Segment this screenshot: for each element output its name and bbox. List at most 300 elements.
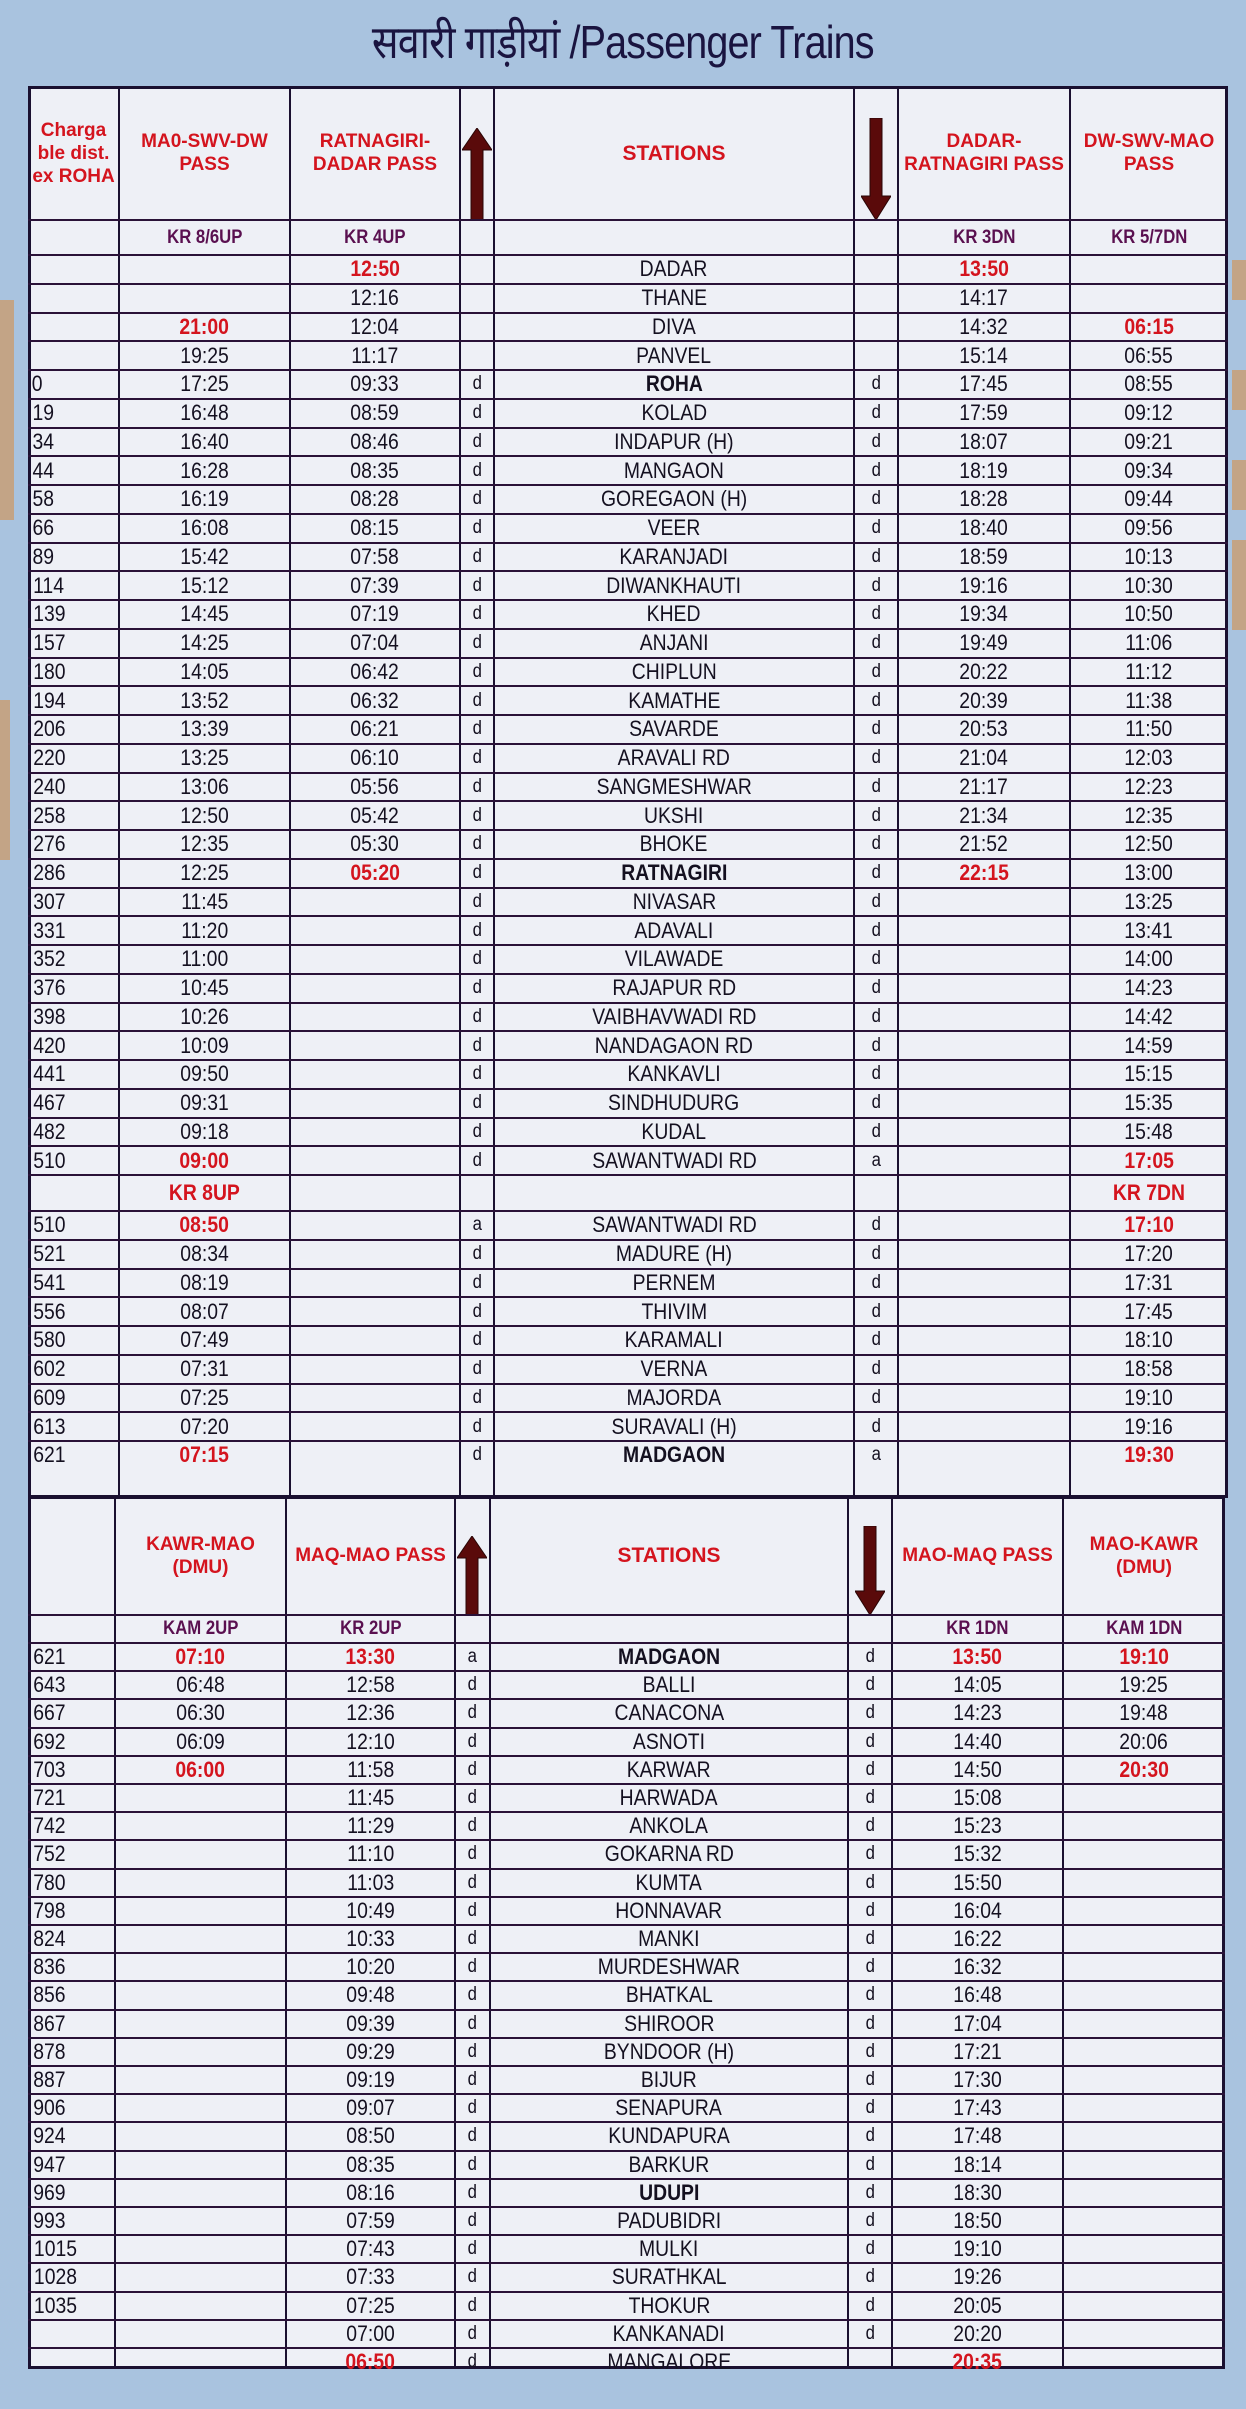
time-c4: 19:48 [1119, 1700, 1169, 1726]
arr-dep-flag: d [871, 574, 881, 596]
distance [28, 1175, 119, 1211]
time-c3 [898, 1355, 1070, 1384]
time-c2: 10:20 [346, 1954, 395, 1980]
time-c1 [115, 2010, 286, 2038]
arr-dep-flag: d [472, 632, 482, 654]
time-c4 [1063, 2066, 1225, 2094]
time-c4: 06:55 [1124, 342, 1174, 368]
station-name: NIVASAR [632, 888, 716, 914]
time-c1 [115, 2348, 286, 2376]
time-c2: 09:48 [346, 1982, 395, 2008]
time-c4: 11:38 [1125, 687, 1173, 713]
time-c4: 15:48 [1124, 1118, 1174, 1144]
distance: 180 [33, 658, 66, 684]
station-name: SHIROOR [623, 2010, 715, 2036]
arr-dep-flag: d [472, 373, 482, 395]
station-name: MADURE (H) [615, 1241, 733, 1267]
time-c3: 21:04 [959, 745, 1009, 771]
distance: 692 [33, 1728, 66, 1754]
station-name: ARAVALI RD [617, 745, 731, 771]
time-c1: 09:31 [180, 1090, 229, 1116]
arr-dep-flag: d [865, 1899, 875, 1921]
arr-dep-flag: d [467, 1787, 478, 1809]
time-c1: 16:40 [180, 428, 229, 454]
distance: 510 [33, 1147, 66, 1173]
distance: 643 [33, 1672, 66, 1698]
background-streak [1232, 540, 1246, 630]
time-c3: 18:40 [959, 515, 1009, 541]
arr-dep-flag [460, 341, 494, 370]
station-name: ROHA [645, 371, 703, 397]
time-c1 [115, 1925, 286, 1953]
arr-dep-flag: d [472, 1358, 482, 1380]
time-c1: 07:49 [180, 1327, 229, 1353]
time-c4: 19:30 [1124, 1442, 1174, 1468]
time-c2: 09:29 [346, 2038, 395, 2064]
station-name: KARAMALI [625, 1327, 723, 1353]
arr-dep-flag: a [871, 1149, 881, 1171]
arr-dep-flag: d [871, 1214, 881, 1236]
time-c1 [119, 255, 290, 284]
background-streak [0, 700, 10, 860]
time-c4: 19:10 [1124, 1384, 1174, 1410]
time-c2: 12:58 [346, 1672, 395, 1698]
arr-dep-flag: d [467, 2294, 478, 2316]
time-c1: 08:34 [180, 1241, 229, 1267]
time-c3: 19:49 [959, 630, 1009, 656]
arr-dep-flag: d [472, 1444, 482, 1466]
distance: 621 [33, 1644, 66, 1670]
time-c3: 14:17 [959, 285, 1009, 311]
time-c3: 18:59 [959, 543, 1009, 569]
time-c4 [1070, 284, 1228, 313]
arr-dep-flag: d [871, 718, 881, 740]
time-c3 [898, 1297, 1070, 1326]
time-c3: 15:50 [953, 1869, 1002, 1895]
time-c3: 16:48 [953, 1982, 1002, 2008]
arr-dep-flag: d [865, 1843, 875, 1865]
time-c3 [898, 1003, 1070, 1032]
time-c3 [898, 1326, 1070, 1355]
time-c2: 08:35 [350, 457, 400, 483]
header-col3: MAO-MAQ PASS [902, 1545, 1053, 1566]
time-c4: 12:35 [1124, 802, 1174, 828]
time-c2 [290, 1326, 460, 1355]
time-c1: 06:00 [175, 1756, 226, 1782]
time-c1: 16:19 [180, 486, 229, 512]
time-c1: 17:25 [180, 371, 229, 397]
arr-dep-flag: d [467, 1871, 478, 1893]
time-c3: 13:50 [952, 1644, 1003, 1670]
time-c3: 19:10 [953, 2236, 1002, 2262]
arr-dep-flag: d [472, 747, 482, 769]
time-c3: 17:30 [953, 2067, 1002, 2093]
arr-dep-flag: a [871, 1444, 881, 1466]
time-c3: 16:22 [953, 1926, 1002, 1952]
time-c2: 09:07 [346, 2095, 395, 2121]
station-name: MULKI [639, 2236, 699, 2262]
time-c2: 08:50 [346, 2123, 395, 2149]
time-c4 [1063, 1869, 1225, 1897]
time-c2 [290, 1269, 460, 1298]
distance: 139 [33, 601, 66, 627]
time-c1: 11:20 [180, 917, 228, 943]
time-c1 [115, 1869, 286, 1897]
time-c3: 17:48 [953, 2123, 1002, 2149]
time-c2 [290, 1003, 460, 1032]
distance: 398 [33, 1003, 66, 1029]
arr-dep-flag: d [871, 1120, 881, 1142]
arr-dep-flag: d [472, 430, 482, 452]
arr-dep-flag: d [472, 1063, 482, 1085]
station-name: THOKUR [628, 2292, 710, 2318]
time-c2: 07:04 [350, 630, 400, 656]
station-name: BHATKAL [625, 1982, 713, 2008]
distance: 0 [31, 371, 43, 397]
time-c1 [115, 1981, 286, 2009]
time-c4: 19:10 [1119, 1644, 1169, 1670]
arr-dep-flag: d [871, 402, 881, 424]
time-c2: 08:35 [346, 2151, 395, 2177]
station-name: GOKARNA RD [604, 1841, 734, 1867]
arr-dep-flag: d [472, 1329, 482, 1351]
time-c2: 07:43 [346, 2236, 395, 2262]
time-c2: 11:29 [346, 1813, 394, 1839]
time-c1 [115, 2320, 286, 2348]
arr-dep-flag: d [871, 660, 881, 682]
station-name: SAWANTWADI RD [591, 1147, 757, 1173]
time-c4: 14:23 [1124, 975, 1174, 1001]
time-c1 [119, 284, 290, 313]
arr-dep-flag: d [467, 1899, 478, 1921]
train-number-col4: KAM 1DN [1105, 1618, 1183, 1639]
header-col2: RATNAGIRI-DADAR PASS [312, 131, 438, 175]
arr-dep-flag: d [472, 948, 482, 970]
station-name: KANKAVLI [627, 1061, 721, 1087]
time-c4: 19:16 [1124, 1413, 1174, 1439]
arr-dep-flag: d [467, 1758, 478, 1780]
distance: 721 [33, 1785, 66, 1811]
time-c4 [1063, 2263, 1225, 2291]
time-c2 [290, 1240, 460, 1269]
time-c1 [115, 1897, 286, 1925]
distance: 307 [33, 888, 66, 914]
arr-dep-flag: d [865, 2153, 875, 2175]
arr-dep-flag: d [472, 1034, 482, 1056]
time-c3 [898, 945, 1070, 974]
arr-dep-flag: d [472, 1149, 482, 1171]
arr-dep-flag: d [472, 1243, 482, 1265]
time-c1 [115, 2038, 286, 2066]
arr-dep-flag: d [865, 1984, 875, 2006]
arr-dep-flag: d [871, 977, 881, 999]
time-c4 [1063, 2122, 1225, 2150]
arr-dep-flag: d [472, 1120, 482, 1142]
arr-dep-flag: d [467, 1702, 478, 1724]
arr-dep-flag: d [865, 2294, 875, 2316]
distance [28, 341, 119, 370]
arr-dep-flag: d [865, 1787, 875, 1809]
time-c4 [1063, 2179, 1225, 2207]
time-c3: 17:59 [959, 400, 1009, 426]
time-c3: 18:07 [959, 428, 1009, 454]
time-c2: 06:32 [350, 687, 400, 713]
time-c2 [290, 974, 460, 1003]
arr-dep-flag: d [865, 1730, 875, 1752]
arr-dep-flag: d [472, 718, 482, 740]
time-c4: 17:20 [1124, 1241, 1174, 1267]
time-c3 [898, 1146, 1070, 1175]
arr-dep-flag: d [467, 1843, 478, 1865]
distance [28, 2320, 115, 2348]
time-c1 [115, 1953, 286, 1981]
distance: 220 [33, 745, 66, 771]
distance: 947 [33, 2151, 66, 2177]
station-name: THIVIM [641, 1298, 707, 1324]
distance: 602 [33, 1356, 66, 1382]
arr-dep-flag: d [871, 804, 881, 826]
time-c2: 05:42 [350, 802, 400, 828]
station-name: KARWAR [627, 1756, 711, 1782]
time-c1 [115, 1784, 286, 1812]
distance: 420 [33, 1032, 66, 1058]
time-c1 [115, 2179, 286, 2207]
background-streak [0, 300, 14, 520]
arr-dep-flag: d [467, 2012, 478, 2034]
station-name: SURATHKAL [611, 2264, 727, 2290]
time-c3 [898, 888, 1070, 917]
station-name: DIVA [652, 313, 696, 339]
station-name: SAWANTWADI RD [591, 1212, 757, 1238]
time-c1: 07:31 [180, 1356, 229, 1382]
time-c3: 14:32 [959, 313, 1009, 339]
time-c2: 08:16 [346, 2179, 395, 2205]
time-c1: 13:06 [180, 773, 229, 799]
station-name: RATNAGIRI [620, 860, 728, 886]
time-c4: 14:59 [1124, 1032, 1174, 1058]
time-c2 [290, 1211, 460, 1240]
time-c4 [1063, 2292, 1225, 2320]
distance: 924 [33, 2123, 66, 2149]
distance: 856 [33, 1982, 66, 2008]
time-c1: 12:35 [180, 831, 229, 857]
station-name: CANACONA [614, 1700, 724, 1726]
time-c1: 10:45 [180, 975, 229, 1001]
arr-dep-flag: d [467, 1956, 478, 1978]
time-c1: 09:50 [180, 1061, 229, 1087]
time-c3: 19:16 [959, 572, 1009, 598]
time-c1 [115, 2066, 286, 2094]
time-c3: 18:30 [953, 2179, 1002, 2205]
time-c2 [290, 1031, 460, 1060]
distance: 1015 [33, 2236, 78, 2262]
distance: 878 [33, 2038, 66, 2064]
arr-dep-flag: d [871, 1329, 881, 1351]
time-c3 [898, 1211, 1070, 1240]
distance [28, 255, 119, 284]
distance: 752 [33, 1841, 66, 1867]
time-c4: 09:44 [1124, 486, 1174, 512]
arr-dep-flag: d [467, 1730, 478, 1752]
station-name: SURAVALI (H) [611, 1413, 737, 1439]
arr-dep-flag: d [871, 459, 881, 481]
station-name: ANKOLA [629, 1813, 709, 1839]
distance: 613 [33, 1413, 66, 1439]
station-name: GOREGAON (H) [600, 486, 748, 512]
time-c4: 09:21 [1124, 428, 1174, 454]
station-name: BALLI [642, 1672, 696, 1698]
time-c2: 05:20 [350, 860, 400, 886]
arr-dep-flag [460, 1175, 494, 1211]
time-c3 [898, 1269, 1070, 1298]
arr-dep-flag: d [472, 488, 482, 510]
time-c4 [1063, 2038, 1225, 2066]
time-c4: 13:00 [1124, 860, 1174, 886]
arr-dep-flag: d [467, 2097, 478, 2119]
arr-dep-flag: d [871, 1300, 881, 1322]
distance: 556 [33, 1298, 66, 1324]
distance: 780 [33, 1869, 66, 1895]
time-c2 [290, 1146, 460, 1175]
distance: 836 [33, 1954, 66, 1980]
time-c1: 11:00 [180, 946, 228, 972]
station-name: UKSHI [644, 802, 704, 828]
header-col2: MAQ-MAO PASS [295, 1545, 446, 1566]
arr-dep-flag: d [467, 2266, 478, 2288]
time-c3 [898, 974, 1070, 1003]
distance: 541 [33, 1269, 66, 1295]
time-c4 [1063, 1784, 1225, 1812]
arr-dep-flag: d [472, 545, 482, 567]
arr-dep-flag: d [871, 1092, 881, 1114]
distance [28, 313, 119, 342]
time-c4: 13:25 [1124, 888, 1174, 914]
arr-dep-flag: d [871, 862, 881, 884]
time-c3: 17:21 [953, 2038, 1002, 2064]
station-name: KUMTA [635, 1869, 703, 1895]
time-c2: 11:17 [351, 342, 399, 368]
time-c1: 12:50 [180, 802, 229, 828]
time-c4 [1063, 2320, 1225, 2348]
time-c3: 20:53 [959, 716, 1009, 742]
time-c1: 16:48 [180, 400, 229, 426]
time-c4: 17:31 [1124, 1269, 1174, 1295]
time-c3: 18:14 [953, 2151, 1002, 2177]
time-c1: 12:25 [180, 860, 229, 886]
time-c2 [290, 1441, 460, 1470]
time-c3: 17:45 [959, 371, 1009, 397]
arr-dep-flag: d [871, 1358, 881, 1380]
arr-dep-flag: d [871, 1271, 881, 1293]
time-c2: 12:10 [346, 1728, 395, 1754]
distance: 58 [32, 486, 55, 512]
time-c1: 10:09 [180, 1032, 229, 1058]
arr-dep-flag: d [865, 2181, 875, 2203]
time-c4 [1063, 1897, 1225, 1925]
time-c1: 14:25 [180, 630, 229, 656]
time-c1: 16:28 [180, 457, 229, 483]
time-c3: 20:35 [952, 2349, 1003, 2375]
time-c1 [115, 2207, 286, 2235]
station-name: PADUBIDRI [616, 2208, 721, 2234]
background-streak [1232, 370, 1246, 410]
time-c3: 14:50 [953, 1756, 1002, 1782]
distance: 19 [32, 400, 55, 426]
time-c2: 12:36 [346, 1700, 395, 1726]
distance: 482 [33, 1118, 66, 1144]
distance: 258 [33, 802, 66, 828]
station-name [494, 1175, 854, 1211]
arr-dep-flag [854, 341, 898, 370]
header-col1: KAWR-MAO (DMU) [146, 1533, 255, 1578]
arr-dep-flag: d [467, 2181, 478, 2203]
time-c2 [290, 945, 460, 974]
time-c4 [1063, 2235, 1225, 2263]
time-c4 [1063, 2151, 1225, 2179]
time-c1 [115, 2263, 286, 2291]
time-c2: 10:33 [346, 1926, 395, 1952]
time-c2 [290, 1412, 460, 1441]
arr-dep-flag: d [865, 2322, 875, 2344]
distance [28, 2348, 115, 2376]
time-c1: 21:00 [179, 313, 230, 339]
time-c4: 15:15 [1124, 1061, 1174, 1087]
time-c2: 06:21 [350, 716, 400, 742]
time-c1: 07:15 [179, 1442, 230, 1468]
arr-dep-flag: d [467, 2322, 478, 2344]
time-c1: 09:18 [180, 1118, 229, 1144]
arr-dep-flag: d [467, 2351, 478, 2373]
distance: 1028 [33, 2264, 78, 2290]
time-c4: 20:06 [1119, 1728, 1169, 1754]
header-col4: DW-SWV-MAO PASS [1083, 131, 1215, 175]
time-c1: 14:45 [180, 601, 229, 627]
train-number-col3: KR 3DN [952, 226, 1016, 248]
time-c2: 07:25 [346, 2292, 395, 2318]
arr-dep-flag: d [472, 459, 482, 481]
time-c3: 20:20 [953, 2320, 1002, 2346]
time-c2 [290, 888, 460, 917]
arr-dep-flag: d [472, 919, 482, 941]
time-c1: 08:50 [179, 1212, 230, 1238]
time-c4: 17:45 [1124, 1298, 1174, 1324]
time-c2: 06:50 [345, 2349, 396, 2375]
arr-dep-flag: d [472, 517, 482, 539]
arr-dep-flag: d [472, 833, 482, 855]
arr-dep-flag [854, 313, 898, 342]
distance: 867 [33, 2010, 66, 2036]
arr-dep-flag [854, 1175, 898, 1211]
time-c2: 07:00 [346, 2320, 395, 2346]
time-c4: 12:03 [1124, 745, 1174, 771]
time-c2: 06:10 [350, 745, 400, 771]
distance: 66 [32, 515, 55, 541]
distance: 510 [33, 1212, 66, 1238]
time-c4: 12:23 [1124, 773, 1174, 799]
arr-dep-flag: d [472, 1300, 482, 1322]
train-number-col1: KR 8/6UP [166, 226, 243, 248]
distance: 34 [32, 428, 55, 454]
time-c2: 10:49 [346, 1897, 395, 1923]
arr-dep-flag: d [467, 1674, 478, 1696]
station-name: MANGALORE [607, 2349, 731, 2375]
time-c3: 19:34 [959, 601, 1009, 627]
time-c2: 13:30 [345, 1644, 396, 1670]
time-c1: 19:25 [180, 342, 229, 368]
arr-dep-flag: d [865, 2097, 875, 2119]
time-c3: 18:50 [953, 2208, 1002, 2234]
time-c1: 07:25 [180, 1384, 229, 1410]
